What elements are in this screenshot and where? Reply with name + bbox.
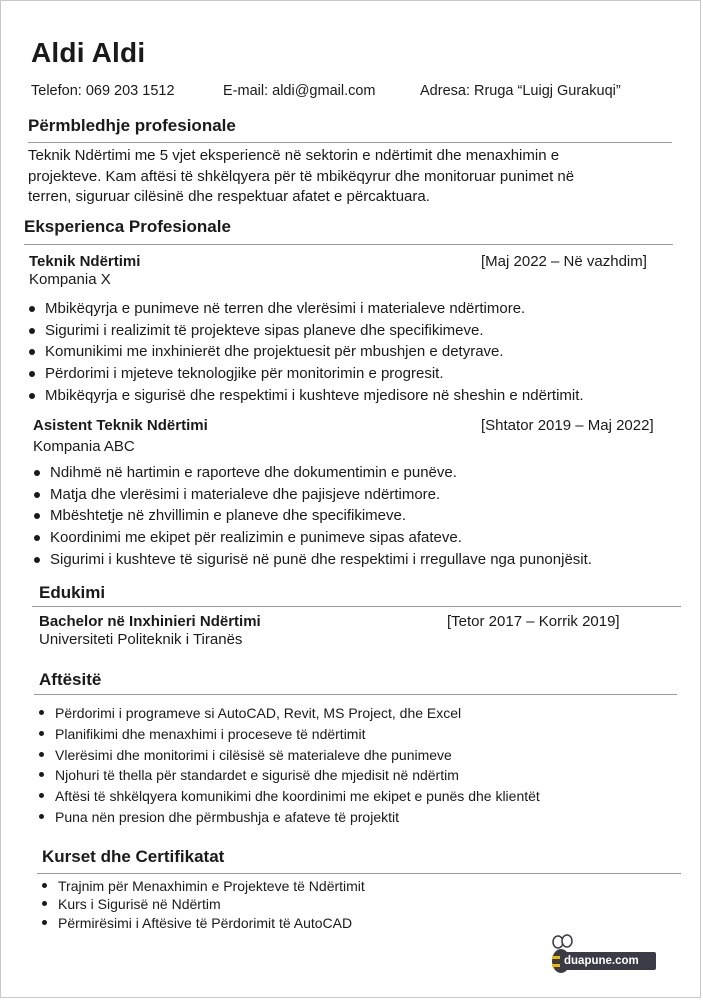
list-item: Planifikimi dhe menaxhimi i proceseve të ndërtimit: [39, 724, 540, 745]
experience-divider: [24, 244, 673, 245]
list-item: Mbështetje në zhvillimin e planeve dhe specifikimeve.: [34, 505, 592, 527]
courses-heading: Kurset dhe Certifikatat: [42, 847, 225, 866]
summary-line: terren, siguruar cilësinë dhe respektuar afatet e përcaktuara.: [28, 188, 430, 205]
list-item: Trajnim për Menaxhimin e Projekteve të Ndërtimit: [42, 877, 365, 895]
candidate-name: Aldi Aldi: [31, 37, 146, 68]
duapune-logo: [549, 934, 659, 976]
skills-heading: Aftësitë: [39, 670, 102, 689]
email-text: E-mail: aldi@gmail.com: [223, 83, 376, 99]
list-item: Komunikimi me inxhinierët dhe projektuesit për mbushjen e detyrave.: [29, 341, 584, 363]
courses-list: [42, 877, 365, 932]
summary-line: Teknik Ndërtimi me 5 vjet eksperiencë në sektorin e ndërtimit dhe menaxhimin e: [28, 147, 560, 164]
list-item: Koordinimi me ekipet për realizimin e punimeve sipas afateve.: [34, 527, 592, 549]
job-dates: [Maj 2022 – Në vazhdim]: [481, 253, 647, 270]
list-item: Sigurimi i kushteve të sigurisë në punë dhe respektimi i rregullave nga punonjësit.: [34, 549, 592, 571]
job-dates: [Shtator 2019 – Maj 2022]: [481, 417, 654, 434]
job-bullets: [34, 462, 592, 571]
courses-divider: [37, 873, 681, 874]
list-item: Kurs i Sigurisë në Ndërtim: [42, 895, 365, 913]
list-item: Aftësi të shkëlqyera komunikimi dhe koordinimi me ekipet e punës dhe klientët: [39, 786, 540, 807]
list-item: Përdorimi i mjeteve teknologjike për monitorimin e progresit.: [29, 363, 584, 385]
summary-heading: Përmbledhje profesionale: [28, 116, 236, 135]
address-text: Adresa: Rruga “Luigj Gurakuqi”: [420, 83, 621, 99]
education-dates: [Tetor 2017 – Korrik 2019]: [447, 613, 620, 630]
job-bullets: [29, 298, 584, 407]
list-item: Sigurimi i realizimit të projekteve sipas planeve dhe specifikimeve.: [29, 320, 584, 342]
job-title: Asistent Teknik Ndërtimi: [33, 417, 208, 434]
summary-line: projekteve. Kam aftësi të shkëlqyera për të mbikëqyrur dhe monitoruar punimet në: [28, 167, 575, 185]
skills-list: [39, 703, 540, 828]
summary-divider: [28, 142, 672, 143]
job-company: Kompania X: [29, 271, 111, 288]
list-item: Puna nën presion dhe përmbushja e afateve të projektit: [39, 807, 540, 828]
school-name: Universiteti Politeknik i Tiranës: [39, 631, 243, 648]
skills-divider: [34, 694, 677, 695]
job-company: Kompania ABC: [33, 438, 135, 455]
list-item: Përdorimi i programeve si AutoCAD, Revit, MS Project, dhe Excel: [39, 703, 540, 724]
degree-title: Bachelor në Inxhinieri Ndërtimi: [39, 613, 261, 630]
list-item: Përmirësimi i Aftësive të Përdorimit të AutoCAD: [42, 914, 365, 932]
phone-text: Telefon: 069 203 1512: [31, 83, 175, 99]
list-item: Mbikëqyrja e sigurisë dhe respektimi i kushteve mjedisore në sheshin e ndërtimit.: [29, 385, 584, 407]
experience-heading: Eksperienca Profesionale: [24, 217, 231, 236]
list-item: Mbikëqyrja e punimeve në terren dhe vlerësimi i materialeve ndërtimore.: [29, 298, 584, 320]
logo-text: duapune.com: [560, 952, 656, 970]
education-heading: Edukimi: [39, 583, 106, 602]
list-item: Ndihmë në hartimin e raporteve dhe dokumentimin e punëve.: [34, 462, 592, 484]
job-title: Teknik Ndërtimi: [29, 253, 141, 270]
education-divider: [32, 606, 681, 607]
list-item: Vlerësimi dhe monitorimi i cilësisë së materialeve dhe punimeve: [39, 745, 540, 766]
list-item: Matja dhe vlerësimi i materialeve dhe pajisjeve ndërtimore.: [34, 484, 592, 506]
summary-text: [28, 146, 574, 208]
list-item: Njohuri të thella për standardet e sigurisë dhe mjedisit në ndërtim: [39, 765, 540, 786]
